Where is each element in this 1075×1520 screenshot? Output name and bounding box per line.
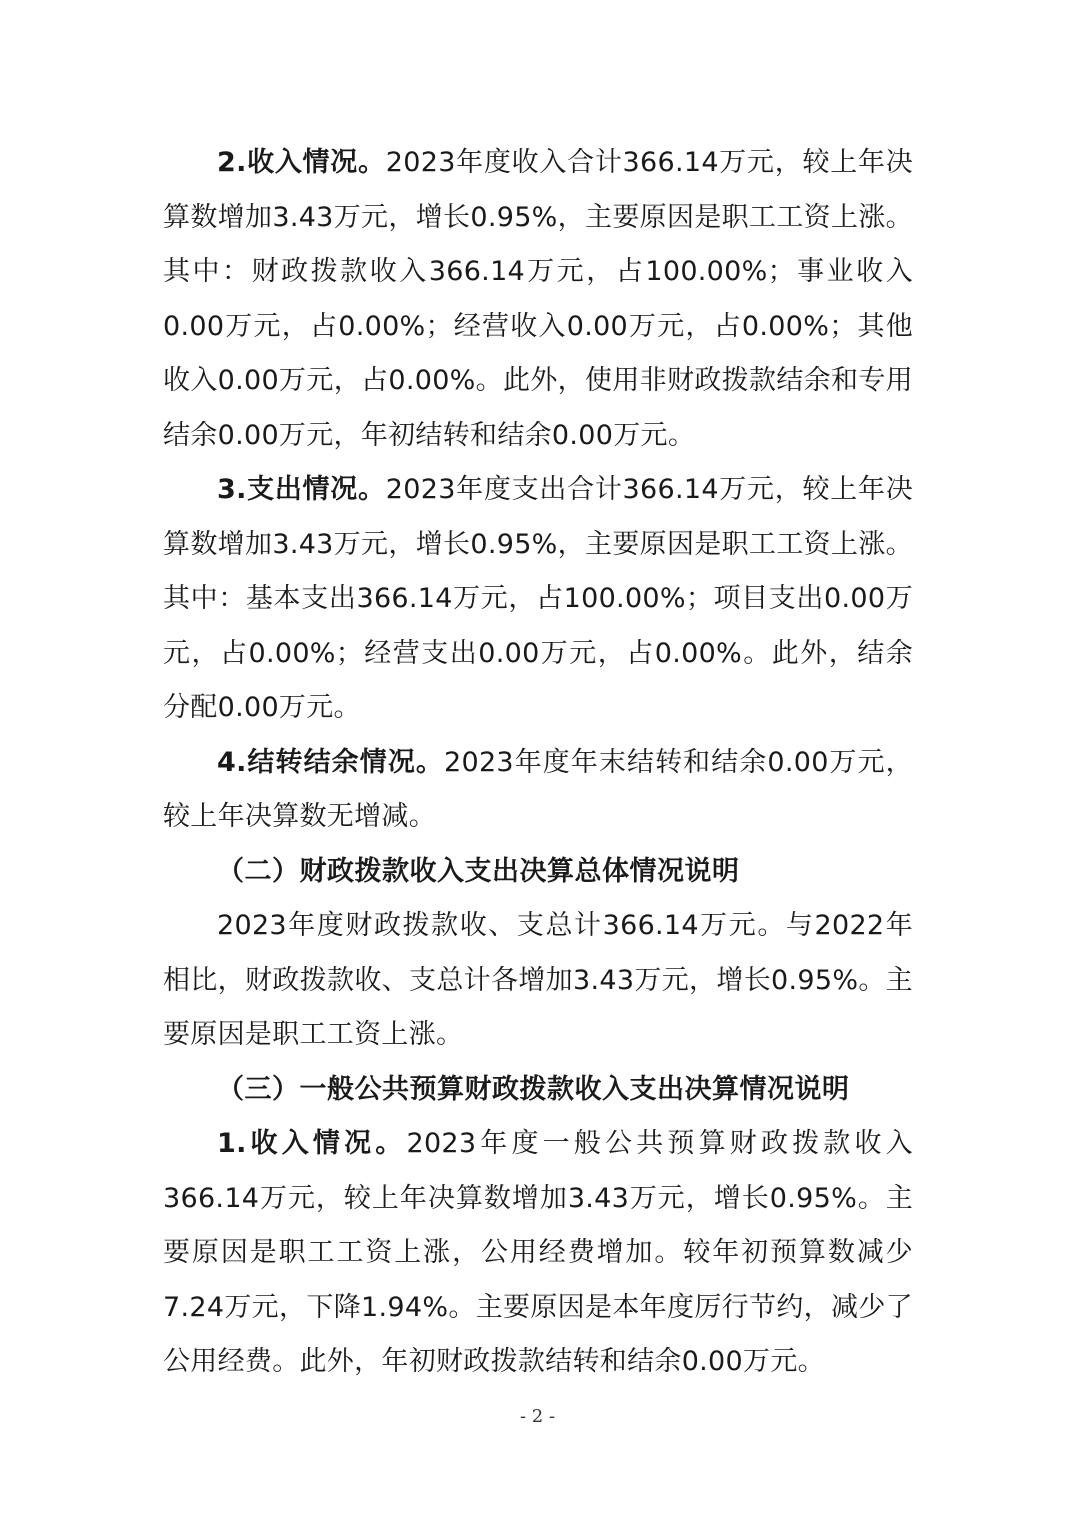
- paragraph-text: 2023年度收入合计366.14万元，较上年决算数增加3.43万元，增长0.95%，主要原因是职工工资上涨。其中：财政拨款收入366.14万元，占100.00%；事业收入0.00万元，占0.00%；经营收入0.00万元，占0.00%；其他收入0.00万元，占0.00%。此外，使用非财政拨款结余和专用结余0.00万元，年初结转和结余0.00万元。: [163, 147, 913, 451]
- paragraph-carryover: [163, 736, 913, 845]
- paragraph-text: 2023年度财政拨款收、支总计366.14万元。与2022年相比，财政拨款收、支总计各增加3.43万元，增长0.95%。主要原因是职工工资上涨。: [163, 910, 913, 1050]
- paragraph-income: [163, 136, 913, 463]
- section-heading-3: （三）一般公共预算财政拨款收入支出决算情况说明: [217, 1073, 850, 1105]
- paragraph-lead: 2.收入情况。: [217, 147, 386, 178]
- paragraph-text: 2023年度年末结转和结余0.00万元，较上年决算数无增减。: [163, 746, 913, 832]
- paragraph-lead: 3.支出情况。: [217, 474, 386, 505]
- paragraph-expenditure: [163, 463, 913, 736]
- paragraph-general-budget-income: [163, 1117, 913, 1390]
- page-number: - 2 -: [519, 1406, 556, 1427]
- paragraph-text: 2023年度支出合计366.14万元，较上年决算数增加3.43万元，增长0.95%，主要原因是职工工资上涨。其中：基本支出366.14万元，占100.00%；项目支出0.00万元，占0.00%；经营支出0.00万元，占0.00%。此外，结余分配0.00万元。: [163, 474, 913, 723]
- paragraph-fiscal-total: [163, 899, 913, 1063]
- paragraph-text: 2023年度一般公共预算财政拨款收入366.14万元，较上年决算数增加3.43万元，增长0.95%。主要原因是职工工资上涨，公用经费增加。较年初预算数减少7.24万元，下降1.94%。主要原因是本年度厉行节约，减少了公用经费。此外，年初财政拨款结转和结余0.00万元。: [163, 1128, 913, 1377]
- paragraph-lead: 1.收入情况。: [217, 1128, 407, 1159]
- section-heading-2: （二）财政拨款收入支出决算总体情况说明: [217, 855, 740, 887]
- paragraph-lead: 4.结转结余情况。: [217, 746, 444, 778]
- document-body: [163, 136, 913, 1390]
